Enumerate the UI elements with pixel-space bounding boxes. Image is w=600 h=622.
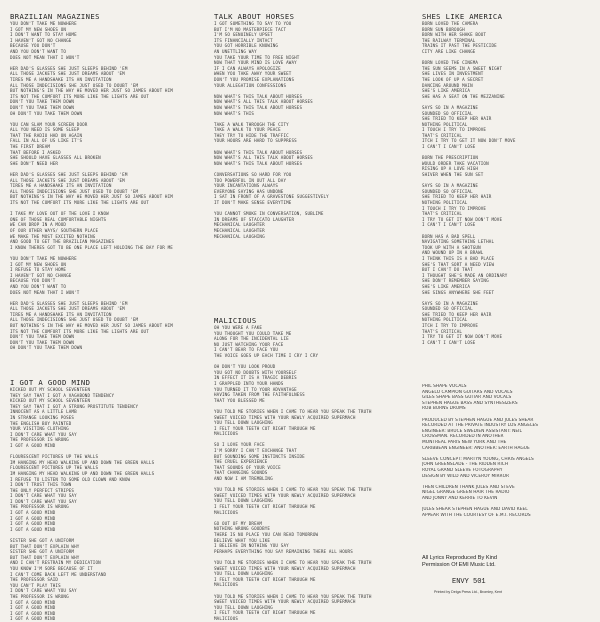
lyric-line: CITY ARE LIKE CHANGE — [422, 48, 476, 54]
lyric-line: I DON'T TRUST THIS TOWN — [10, 482, 72, 488]
lyric-line: SHIVER WHEN THE SUN SET — [422, 172, 484, 178]
lyric-line: THE SUN SEEMS IN A SWEET NIGHT — [422, 65, 503, 71]
lyric-line: THERE IS NO PLACE YOU CAN READ TOMORROW — [214, 531, 319, 537]
column-middle — [214, 0, 409, 621]
lyric-line: I TRY TO GET IT NOW DON'T MOVE — [422, 334, 503, 340]
lyric-line: THEN CHILDREN THANK JULES AND STEVE — [422, 484, 515, 490]
lyric-line: I GOT A GOOD MIND — [10, 616, 56, 622]
lyric-line: I FELT YOUR TEETH CUT RIGHT THROUGH ME — [214, 425, 316, 431]
lyrics-brazilian-magazines — [10, 21, 200, 351]
lyric-line: DON'T YOU TAKE THEM DOWN — [10, 99, 75, 105]
lyric-line: THAT'S CRITICAL — [422, 132, 463, 138]
album-credits — [422, 384, 592, 518]
lyric-line: I REFUSE TO STAY HOME — [10, 267, 67, 273]
lyric-line: AND YOU DON'T WANT TO — [10, 48, 67, 54]
lyric-line: YOU TELL DOWN LAUGHING — [214, 498, 273, 504]
lyric-line: I GOT A GOOD MIND — [10, 599, 56, 605]
lyric-line: I GOT A GOOD MIND — [10, 510, 56, 516]
lyric-line: NOW WHAT'S THIS TALK ABOUT HORSES — [214, 104, 303, 110]
lyric-line: I GOT MY NEW SHOES ON — [10, 261, 67, 267]
lyric-line: SHE LIVES IN INVESTMENT — [422, 71, 484, 77]
lyric-line: TAKE A WALK TO YOUR PEACE — [214, 127, 281, 133]
lyric-line: YOUR INCANTATIONS ALWAYS — [214, 183, 279, 189]
lyric-line: ROB BURNS DRUMS — [422, 406, 466, 412]
lyric-line: THE PROFESSOR IS WRONG — [10, 504, 69, 510]
lyric-line: I THOUGHT SHE'S MADE AN ORDINARY — [422, 272, 508, 278]
lyric-line: BORN LOVED THE CINEMA — [422, 60, 479, 66]
lyric-line: I GOT SOMETHING TO SAY TO YOU — [214, 21, 292, 26]
lyric-line: SHE'S LIKE AMERICA — [422, 88, 471, 94]
lyric-line: BUT I CAN'T DO THAT — [422, 267, 473, 273]
lyric-line: THE RAILWAY TERMINAL — [422, 37, 476, 43]
lyric-line: I CAN'T BEAR TO FACE YOU — [214, 347, 279, 353]
lyric-line: IT DON'T MAKE SENSE EVERYTIME — [214, 200, 292, 205]
lyric-line: YOU GOT NO DOUBTS WITH YOURSELF — [214, 369, 297, 375]
lyric-line: I GRAPPLED INTO YOUR HANDS — [214, 380, 284, 386]
lyric-line: SWEET VOICED TIMES WITH YOUR NEWLY ACQUIRED SUPERMACH — [214, 414, 356, 420]
lyric-line: BUT THAT DON'T EXPLAIN WHY — [10, 543, 80, 549]
lyric-line: MALICIOUS — [214, 615, 239, 621]
lyric-line: WHEN YOU TAKE AWAY YOUR SWEET — [214, 71, 292, 77]
lyric-line: TOO POWERFUL IN OUT ALL DAY — [214, 177, 287, 183]
lyric-line: SOUNDED SO OFFICIAL — [422, 110, 473, 116]
lyric-line: I GOT A GOOD MIND — [10, 610, 56, 616]
lyric-line: RECORDED AT THE PRIVATE INDUSTRY LOS ANGELES — [422, 423, 539, 429]
lyric-line: SHE TRIED TO KEEP HER HAIR — [422, 194, 492, 200]
rights-notice — [422, 555, 497, 569]
lyric-line: STEPHEN HAGUE BASS AND SYNTHESIZERS — [422, 400, 518, 406]
lyric-line: IN STRANGE LOOKING POSES — [10, 414, 75, 420]
lyric-line: SAYS SO IN A MAGAZINE — [422, 183, 479, 189]
lyric-line: ITS NOT THE COMFORT ITS MORE LIKE THE LIGHTS ARE OUT — [10, 328, 149, 334]
lyric-line: THE LOOK OF UP A SECRET — [422, 76, 484, 82]
lyric-line: SHE SHOULD HAVE GLASSES ALL BROKEN — [10, 155, 101, 161]
lyric-line: ONE OF THOSE REAL COMFORTABLE NIGHTS — [10, 216, 107, 222]
printer-credit: Printed by Delga Press Ltd., Bromley, Kent — [434, 590, 503, 594]
lyric-line: SHE'S LIKE AMERICA — [422, 283, 471, 289]
lyric-line: IF I CAN ALWAYS APOLOGIZE — [214, 65, 281, 71]
lyric-line: SO I LOVE YOUR FACE — [214, 442, 265, 448]
lyric-line: SHE HAS A SEAT ON THE MEZZANINE — [422, 93, 505, 99]
lyric-line: SLEEVE CONCEPT: MARTYN YOUNG, CHRIS ANGELS — [422, 456, 534, 462]
lyric-line: NOW WHAT'S ALL THIS TALK ABOUT HORSES — [214, 99, 313, 105]
lyric-line: YOU TOLD ME STORIES WHEN I CAME TO HEAR YOU SPEAK THE TRUTH — [214, 487, 372, 493]
lyric-line: IM HANGING MY HEAD WALKING UP AND DOWN THE GREEN HALLS — [10, 470, 155, 476]
lyric-line: SOUNDED SO OFFICIAL — [422, 188, 473, 194]
lyric-line: AND GOOD TO GET THE BRAZILIAN MAGAZINES — [10, 239, 115, 245]
lyric-line: SWEET VOICED TIMES WITH YOUR NEWLY ACQUIRED SUPERMACH — [214, 565, 356, 571]
lyric-line: I SAT IN FRONT OF A GRAVESTONE SUGGESTIVELY — [214, 194, 329, 200]
lyric-line: I TOUCH I TRY TO IMPROVE — [422, 127, 487, 133]
lyric-line: THEY SAY THAT I GOT A VAGABOND TENDENCY — [10, 392, 115, 398]
lyric-line: WE CAN DROP IN A MOOD — [10, 222, 67, 228]
lyric-line: DON'T YOU PROMISE EXPLANATIONS — [214, 76, 295, 82]
lyric-line: BUT SOUNDING SOME INSTINCTS INSIDE — [214, 453, 305, 459]
lyric-line: THAT SOUNDS OF YOUR VOICE — [214, 464, 281, 470]
rights-line-2: Permission Of EMI Music Ltd. — [422, 562, 496, 568]
lyric-line: ITS NOT THE COMFORT ITS MORE LIKE THE LIGHTS ARE OUT — [10, 200, 149, 205]
lyric-line: DON'T YOU TAKE THEM DOWN — [10, 339, 75, 345]
lyric-line: BORN WITH HER SHAKE BOOT — [422, 32, 487, 38]
lyric-line: BUT NOTHING'S IN THE WAY HE MOVED HER JUST SO JAMES ABOUT HIM — [10, 88, 173, 94]
lyric-line: ITS FINANCIALLY INTACT — [214, 37, 273, 43]
lyric-line: THE PROFESSOR SAID — [10, 577, 59, 583]
lyric-line: I GOT MY NEW SHOES ON — [10, 26, 67, 32]
lyric-line: SOUNDED SO OFFICIAL — [422, 306, 473, 312]
lyric-line: I FELT YOUR TEETH CUT RIGHT THROUGH ME — [214, 576, 316, 582]
lyric-line: YOU DON'T TAKE ME NOWHERE — [10, 21, 77, 26]
lyric-line: YOUR ALLEGATION CONFESSIONS — [214, 82, 287, 88]
lyric-line: IN EFFECT IT IS A TRAGIC DEBRIS — [214, 375, 297, 381]
lyric-line: INNOCENT AS A LITTLE LAMB — [10, 409, 77, 415]
lyric-line: I TRY TO GET IT NOW DON'T MOVE — [422, 216, 503, 222]
lyric-line: I GOT A GOOD MIND — [10, 442, 56, 448]
lyric-line: THAT BEFORE I ASKED — [10, 149, 61, 155]
lyric-line: YOU TELL DOWN LAUGHING — [214, 420, 273, 426]
lyric-line: BECAUSE YOU DON'T — [10, 278, 56, 284]
lyrics-shes-like-america — [422, 21, 592, 345]
lyric-line: MALICIOUS — [214, 509, 239, 515]
lyric-line: MALICIOUS — [214, 582, 239, 588]
lyric-line: I DON'T CARE WHAT YOU SAY — [10, 431, 77, 437]
lyric-line: I TOUCH I TRY TO IMPROVE — [422, 205, 487, 211]
lyric-line: THAT'S CRITICAL — [422, 328, 463, 334]
lyric-line: SHE TRIED TO KEEP HER HAIR — [422, 116, 492, 122]
lyric-line: NAVIGATING SOMETHING LETHAL — [422, 239, 495, 245]
lyric-line: FALL IN ALL OF US LIKE IT'S — [10, 138, 83, 144]
lyric-line: OH YOU WERE A FAKE — [214, 325, 263, 330]
song-title-i-got-a-good-mind: I GOT A GOOD MIND — [10, 378, 91, 387]
lyric-line: ALL THOSE JACKETS SHE JUST DREAMS ABOUT 'EM — [10, 71, 125, 77]
lyric-line: I FELT YOUR TEETH CUT RIGHT THROUGH ME — [214, 504, 316, 509]
lyric-line: I THINK THIS IS A BAD PLACE — [422, 255, 495, 261]
lyric-line: BELIEVE WHAT YOU LIKE — [214, 537, 271, 543]
lyric-line: PHIL SHAPE VOCALS — [422, 384, 467, 389]
lyrics-talk-about-horses — [214, 21, 409, 239]
lyric-line: THE FIRST DREAM — [10, 144, 51, 150]
lyric-line: ALL THOSE INDECISIONS SHE JUST USED TO DOUBT 'EM — [10, 188, 139, 194]
lyric-line: I GOT A GOOD MIND — [10, 526, 56, 532]
lyric-line: I BELIEVE IN NOTHING YOU SAY — [214, 543, 289, 549]
lyric-line: YOUR VISITING CLOTHING — [10, 426, 69, 432]
lyric-line: NOTHING WRONG GOODBYE — [214, 526, 271, 532]
lyric-line: NOTHING POLITICAL — [422, 200, 468, 205]
lyric-line: SISTER SHE GOT A UNIFORM — [10, 549, 75, 555]
lyric-line: I GOT A GOOD MIND — [10, 515, 56, 521]
lyric-line: YOU TURNED IT TO YOUR ADVANTAGE — [214, 386, 297, 392]
lyric-line: SWEET VOICED TIMES WITH YOUR NEWLY ACQUIRED SUPERMACH — [214, 599, 356, 605]
lyric-line: TIRES ME A HANDSHAKE ITS AN INVITATION — [10, 76, 112, 82]
lyric-line: KICKED OUT MY SCHOOL SEVENTEEN — [10, 398, 91, 404]
column-right — [422, 0, 592, 600]
lyric-line: BECAUSE YOU DON'T — [10, 43, 56, 49]
lyric-line: GILES SHAPE BASS GUITAR AND VOCALS — [422, 395, 512, 401]
lyric-line: CARIBBEAN ENGINEER: ANOTHER: EARTH HAGUE — [422, 445, 530, 451]
lyric-line: ANGELO CAMPION GUITARS AND VOCALS — [422, 389, 513, 395]
lyric-line: PRODUCED BY STEPHEN HAGUE AND JULES SHEAR — [422, 417, 534, 423]
lyric-line: AN UNETTLING WAY — [214, 48, 257, 54]
lyric-line: NOW THAT YOUR MIND IS LOVE AWAY — [214, 60, 297, 66]
lyric-line: YOU CAN'T PLAY THIS — [10, 582, 61, 588]
song-title-shes-like-america: SHES LIKE AMERICA — [422, 12, 503, 21]
lyric-line: TIRES ME A HANDSHAKE ITS AN INVITATION — [10, 311, 112, 317]
lyric-line: SHE SINGS ANYWHERE SHE FEET — [422, 289, 495, 295]
lyric-line: ALL YOU NEED IS SOME SLEEP — [10, 127, 80, 133]
lyric-line: DANCING AROUND MAIN — [422, 82, 473, 88]
lyric-line: I REFUSE TO LISTEN TO SOME OLD CLOWN AND KNOW — [10, 476, 131, 482]
lyric-line: AND NOW I AM TREMBLING — [214, 476, 273, 482]
lyric-line: DON'T YOU TAKE THEM DOWN — [10, 104, 75, 110]
lyric-line: HER DAD'S GLASSES SHE JUST SLEEPS BEHIND 'EM — [10, 172, 128, 178]
lyric-line: MONTREAL PARIS NEW YORK AND THE — [422, 439, 507, 445]
lyric-line: ITCH I TRY TO IMPROVE — [422, 323, 479, 329]
lyric-line: THAT YOU BLESSED ME — [214, 397, 265, 403]
rights-line-1: All Lyrics Reproduced By Kind — [422, 555, 498, 561]
lyric-line: YOU TAKE YOUR TIME TO FREE NIGHT — [214, 54, 300, 60]
lyric-line: MECHANICAL LAUGHTER — [214, 222, 265, 228]
lyric-line: KICKED OUT MY SCHOOL SEVENTEEN — [10, 387, 91, 392]
lyric-line: I DON'T WANT TO STAY HOME — [10, 32, 77, 38]
catalog-number: ENVY 501 — [452, 578, 486, 586]
lyric-line: I DON'T CARE WHAT YOU SAY — [10, 588, 77, 594]
lyric-line: YOU TELL DOWN LAUGHING — [214, 571, 273, 577]
song-title-brazilian-magazines: BRAZILIAN MAGAZINES — [10, 12, 100, 21]
lyric-line: ALL THOSE INDECISIONS SHE JUST USED TO DOUBT 'EM — [10, 82, 139, 88]
lyric-line: CROSSMAN. RECORDED IN ANOTHER — [422, 434, 504, 440]
lyric-line: RISING UP A LOVE HIGH — [422, 166, 479, 172]
lyric-line: SHE DON'T REMEMBER SAYING — [422, 278, 489, 284]
lyric-line: YOUR HOURS ARE HARD TO SUPPRESS — [214, 138, 297, 144]
lyric-line: TOOK UP WITH A SHOTGUN — [422, 244, 481, 250]
lyric-line: ROYAL GRAND SLEEVE FOTOGRAPHY — [422, 467, 503, 473]
lyric-line: IM HANGING MY HEAD WALKING UP AND DOWN THE GREEN HALLS — [10, 459, 155, 465]
lyric-line: YOU CAN SLAM YOUR SCREEN DOOR — [10, 121, 88, 127]
lyric-line: APPEAR WITH THE COURTESY OF E.M.I. RECORDS — [422, 512, 531, 518]
lyric-line: I KNOW THERES GOT TO BE ONE PLACE LEFT HOLDING THE BAY FOR ME — [10, 244, 173, 250]
lyric-line: YOU CANNOT SMOKE IN CONVERSATION, SUBLIME — [214, 211, 324, 217]
lyric-line: AND I CAN'T RESTRAIN MY DEDICATION — [10, 560, 101, 566]
lyric-line: YOU KNOW I'M SORE BECAUSE OF IT — [10, 566, 93, 571]
lyric-line: HER DAD'S GLASSES SHE JUST SLEEPS BEHIND 'EM — [10, 300, 128, 306]
lyric-line: BORN LOVED THE CAMERA — [422, 21, 479, 26]
lyric-line: MALICIOUS — [214, 431, 239, 437]
lyric-line: THE PROFESSOR IS WRONG — [10, 437, 69, 443]
lyric-line: HAVING TAKEN FROM THE FAITHFULNESS — [214, 392, 305, 398]
lyric-line: AND JONNY AND KERRIE TO KEVIN — [422, 495, 498, 501]
lyric-line: OH DON'T YOU LOOK PROUD — [214, 364, 276, 370]
lyric-line: THE ONLY PERFECT STRIPES — [10, 487, 75, 493]
lyric-line: DOES NOT MEAN THAT I WON'T — [10, 54, 80, 60]
lyric-line: I'M SORRY I CAN'T EXCHANGE THAT — [214, 448, 297, 454]
lyric-line: I CAN'T I CAN'T LOSE — [422, 339, 476, 345]
lyric-line: NOW WHAT'S THIS TALK ABOUT HORSES — [214, 160, 303, 166]
lyric-line: NO JUST WATCHING YOUR FACE — [214, 341, 284, 347]
lyric-line: ALL THOSE JACKETS SHE JUST DREAMS ABOUT 'EM — [10, 177, 125, 183]
lyric-line: NOW WHAT'S ALL THIS TALK ABOUT HORSES — [214, 155, 313, 161]
lyric-line: FLOURESCENT PICTURES UP THE WALLS — [10, 454, 99, 460]
lyric-line: NOW WHAT'S THIS TALK ABOUT HORSES — [214, 93, 303, 99]
lyric-line: ALONG FOR THE INCIDENTAL LIE — [214, 336, 289, 342]
lyric-line: HER DAD'S GLASSES SHE JUST SLEEPS BEHIND 'EM — [10, 65, 128, 71]
lyric-line: ITS NOT THE COMFORT ITS MORE LIKE THE LIGHTS ARE OUT — [10, 93, 149, 99]
lyric-line: THEY TRY TO HIDE THE TRAFFIC — [214, 132, 289, 138]
lyric-line: AND WOUND UP IN A BRAWL — [422, 250, 484, 256]
lyric-line: YOU GOT HORRIBLE KNOWING — [214, 43, 279, 49]
lyric-line: THEY SAY THAT I GOT A STRONG PROSTITUTE TENDENCY — [10, 403, 139, 409]
lyric-line: THE VOICE GOES UP EACH TIME I CRY I CRY — [214, 352, 319, 358]
lyric-line: SAYS SO IN A MAGAZINE — [422, 104, 479, 110]
lyric-line: SHE'S THAT SORT A NEED VIEW — [422, 261, 495, 267]
lyric-line: GO OUT OF MY DREAM — [214, 520, 263, 526]
lyric-line: YOU THOUGHT YOU COULD TAKE ME — [214, 330, 292, 336]
lyric-line: I HAVEN'T GOT NO CHANGE — [10, 272, 72, 278]
lyric-line: ITCH I TRY TO GET IT NOW DON'T MOVE — [422, 138, 516, 144]
lyric-line: NOTHING POLITICAL — [422, 121, 468, 127]
lyric-line: EVERYONE SAYING HAS UNDONE — [214, 188, 284, 194]
lyric-line: YOU TELL DOWN LAUGHING — [214, 604, 273, 610]
lyric-line: AND YOU DON'T WANT TO — [10, 283, 67, 289]
lyric-line: PERHAPS EVERYTHING YOU SAY REMAINING THERE ALL HOURS — [214, 548, 353, 554]
song-title-malicious: MALICIOUS — [214, 316, 257, 325]
lyric-line: YOU TOLD ME STORIES WHEN I CAME TO HEAR YOU SPEAK THE TRUTH — [214, 593, 372, 599]
lyric-line: I'M SO GENUINELY UPSET — [214, 32, 273, 38]
lyric-line: I DON'T CARE WHAT YOU SAY — [10, 498, 77, 504]
lyric-line: YOU TOLD ME STORIES WHEN I CAME TO HEAR YOU SPEAK THE TRUTH — [214, 408, 372, 414]
lyric-line: I CAN'T I CAN'T LOSE — [422, 222, 476, 228]
lyric-line: I FELT YOUR TEETH CUT RIGHT THROUGH ME — [214, 610, 316, 616]
lyric-line: ENGINEER: BRUCE SWEDIEN ASSISTANT: NEIL — [422, 428, 522, 434]
lyric-line: MECHANICAL LAUGHING — [214, 233, 265, 239]
lyric-line: BORN THE PRESCRIPTION — [422, 155, 479, 161]
lyric-line: SHE TRIED TO KEEP HER HAIR — [422, 311, 492, 317]
lyric-line: FLOURESCENT PICTURES UP THE WALLS — [10, 465, 99, 471]
lyric-line: WOULD ORDER TAKE VACATION — [422, 160, 489, 166]
lyric-line: YOU DON'T TAKE ME NOWHERE — [10, 255, 77, 261]
lyric-line: ALL THOSE INDECISIONS SHE JUST USED TO DOUBT 'EM — [10, 317, 139, 323]
lyric-line: THE ENGLISH BOY PAINTED — [10, 420, 72, 426]
lyric-line: MECHANICAL LAUGHTER — [214, 227, 265, 233]
lyric-line: THAT'S CRITICAL — [422, 211, 463, 217]
lyric-line: THE PROFESSOR IS WRONG — [10, 593, 69, 599]
lyric-line: IN DREAMS OF STACCATO LAUGHTER — [214, 216, 295, 222]
lyric-line: BORN SUN BOROUGH — [422, 26, 465, 32]
column-left — [10, 0, 200, 622]
lyric-line: DESIGN BY WILD AND VICEROY MIRROR — [422, 473, 510, 479]
lyric-line: JOHN GREENSLADE - THE RIDDEN RICH — [422, 462, 509, 468]
lyric-line: BORN HAS A BAD SPELL — [422, 233, 476, 239]
lyric-line: BUT I'M NO MASTERPIECE TACT — [214, 26, 287, 32]
lyric-line: JULES SHEAR STEPHEN HAGUE AND DAVID KEEL — [422, 507, 528, 513]
lyric-line: NOTHING POLITICAL — [422, 317, 468, 323]
lyrics-i-got-a-good-mind — [10, 387, 200, 622]
lyric-line: I DON'T CARE WHAT YOU SAY — [10, 493, 77, 499]
lyric-line: NIGEL GRANGE GREEN HAIR THE RADIO — [422, 490, 510, 496]
lyric-line: CONVERSATIONS SO HARD FOR YOU — [214, 172, 292, 178]
lyric-line: SHE DON'T NEED HER — [10, 160, 59, 166]
lyric-line: NOW WHAT'S THIS — [214, 110, 255, 116]
lyric-line: TAKE A WALK THROUGH THE CITY — [214, 121, 289, 127]
lyric-line: BUT NOTHING'S IN THE WAY HE MOVED HER JUST SO JAMES ABOUT HIM — [10, 194, 173, 200]
lyrics-malicious — [214, 325, 409, 621]
lyric-line: I HAVEN'T GOT NO CHANGE — [10, 37, 72, 43]
lyric-line: THE CRUEL EXPERIENCE — [214, 459, 268, 465]
lyric-line: SAYS SO IN A MAGAZINE — [422, 300, 479, 306]
lyric-line: BUT NOTHING'S IN THE WAY HE MOVED HER JUST SO JAMES ABOUT HIM — [10, 323, 173, 329]
lyric-line: I CAN'T COME BACK LEFT ME UNDERSTAND — [10, 571, 107, 577]
lyric-line: YOU TOLD ME STORIES WHEN I CAME TO HEAR YOU SPEAK THE TRUTH — [214, 559, 372, 565]
lyric-line: OH DON'T YOU TAKE THEM DOWN — [10, 345, 83, 351]
lyric-line: THAT CHANGING SOUNDS — [214, 470, 268, 476]
lyric-line: SWEET VOICED TIMES WITH YOUR NEWLY ACQUIRED SUPERMACH — [214, 492, 356, 498]
lyric-line: THAT THE RADIO HAD ON AGAIN — [10, 132, 83, 138]
lyric-line: TRAINS IT PAST THE PESTICIDE — [422, 43, 497, 49]
lyric-line: I TAKE MY LOVE OUT OF THE LOVE I KNOW — [10, 211, 109, 217]
lyric-line: TIRES ME A HANDSHAKE ITS AN INVITATION — [10, 183, 112, 189]
song-title-talk-about-horses: TALK ABOUT HORSES — [214, 12, 295, 21]
lyric-line: WE MAKE THE MOST EXCITED NOTHING — [10, 233, 96, 239]
lyric-line: DOES NOT MEAN THAT I WON'T — [10, 289, 80, 295]
lyric-line: OF OUR OTHER WAYS/ SOUTHERN PLACE — [10, 227, 99, 233]
lyric-line: I CAN'T I CAN'T LOSE — [422, 144, 476, 150]
lyric-line: BUT THAT DON'T EXPLAIN WHY — [10, 554, 80, 560]
lyric-line: I GOT A GOOD MIND — [10, 605, 56, 611]
lyric-line: SISTER SHE GOT A UNIFORM — [10, 538, 75, 544]
lyric-line: NOW WHAT'S THIS TALK ABOUT HORSES — [214, 149, 303, 155]
lyric-line: OH DON'T YOU TAKE THEM DOWN — [10, 110, 83, 116]
lyric-line: DON'T YOU TAKE THEM DOWN — [10, 334, 75, 340]
lyric-line: ALL THOSE JACKETS SHE JUST DREAMS ABOUT 'EM — [10, 306, 125, 312]
lyric-line: I GOT A GOOD MIND — [10, 521, 56, 527]
